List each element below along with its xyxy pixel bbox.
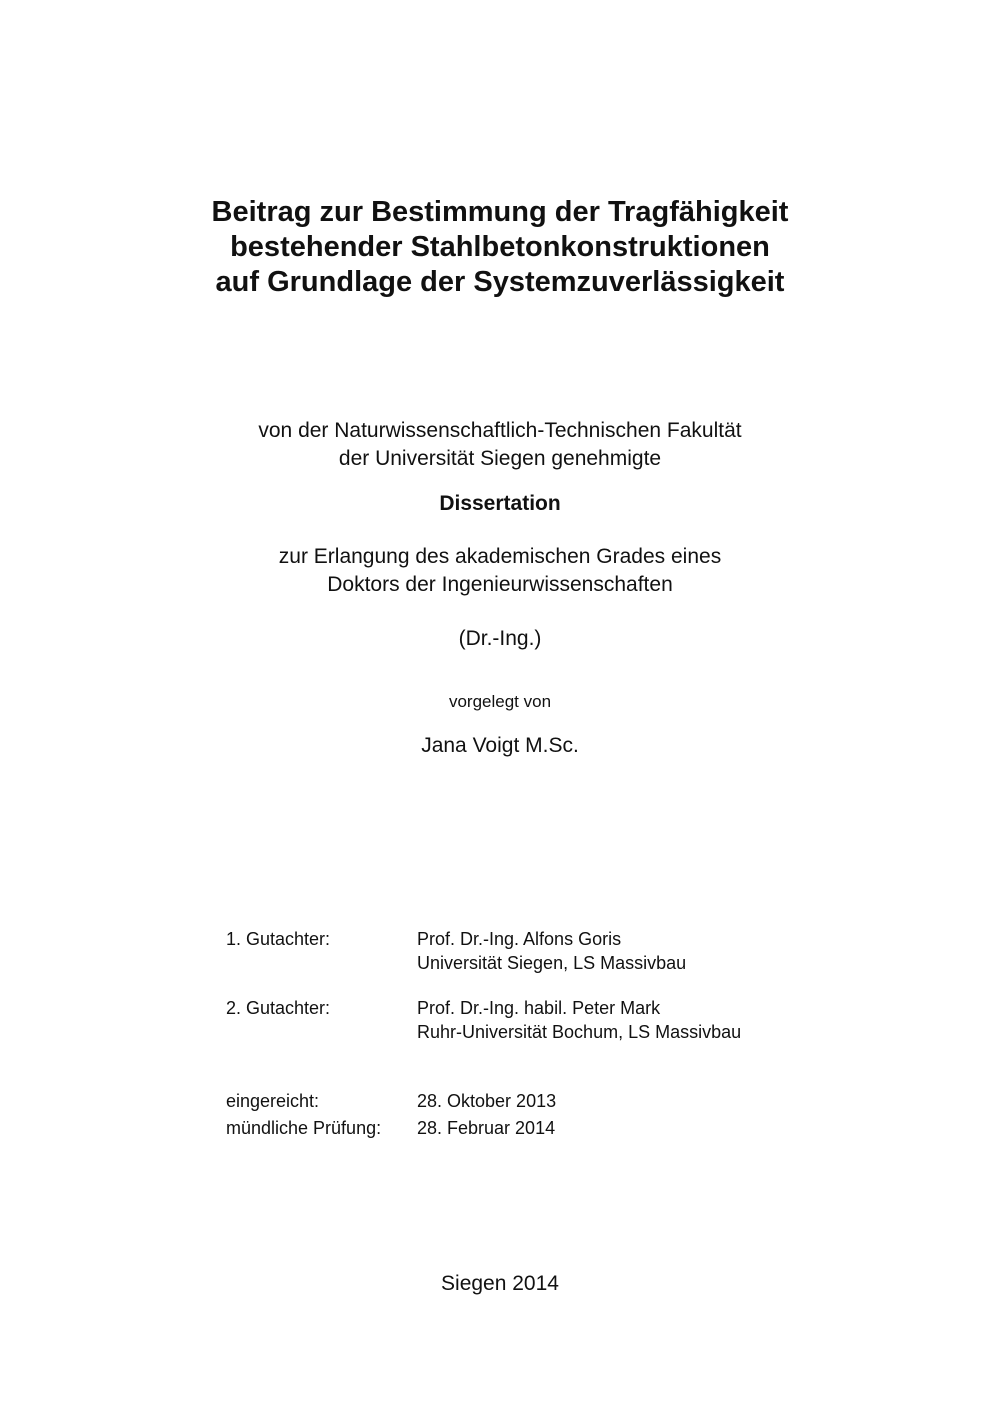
title-line-2: bestehender Stahlbetonkonstruktionen	[230, 231, 770, 263]
reviewer-1-label: 1. Gutachter:	[226, 929, 331, 949]
reviewer-1-affiliation: Universität Siegen, LS Massivbau	[417, 953, 687, 973]
faculty-statement-line-1: von der Naturwissenschaftlich-Technischen Fakultät	[258, 419, 742, 442]
oral-exam-label: mündliche Prüfung:	[226, 1118, 382, 1138]
reviewer-2-details	[417, 996, 741, 1044]
presented-by-label: vorgelegt von	[448, 692, 552, 711]
reviewer-2-label: 2. Gutachter:	[226, 998, 331, 1018]
degree-abbreviation: (Dr.-Ing.)	[458, 627, 542, 650]
document-title	[0, 195, 1000, 300]
faculty-statement	[0, 417, 1000, 473]
reviewer-2-affiliation: Ruhr-Universität Bochum, LS Massivbau	[417, 1022, 742, 1042]
oral-exam-date: 28. Februar 2014	[417, 1118, 556, 1138]
degree-purpose-line-2: Doktors der Ingenieurwissenschaften	[327, 573, 673, 596]
reviewer-1-name: Prof. Dr.-Ing. Alfons Goris	[417, 929, 622, 949]
place-and-year: Siegen 2014	[441, 1272, 559, 1295]
reviewer-2-name: Prof. Dr.-Ing. habil. Peter Mark	[417, 998, 661, 1018]
author-name: Jana Voigt M.Sc.	[421, 734, 579, 757]
degree-purpose-line-1: zur Erlangung des akademischen Grades eines	[278, 545, 722, 568]
degree-purpose	[0, 543, 1000, 599]
submitted-date: 28. Oktober 2013	[417, 1091, 557, 1111]
reviewer-1-details	[417, 927, 686, 975]
faculty-statement-line-2: der Universität Siegen genehmigte	[338, 447, 662, 470]
title-line-1: Beitrag zur Bestimmung der Tragfähigkeit	[211, 196, 789, 228]
document-type: Dissertation	[439, 492, 561, 515]
title-line-3: auf Grundlage der Systemzuverlässigkeit	[215, 266, 785, 298]
submitted-label: eingereicht:	[226, 1091, 320, 1111]
